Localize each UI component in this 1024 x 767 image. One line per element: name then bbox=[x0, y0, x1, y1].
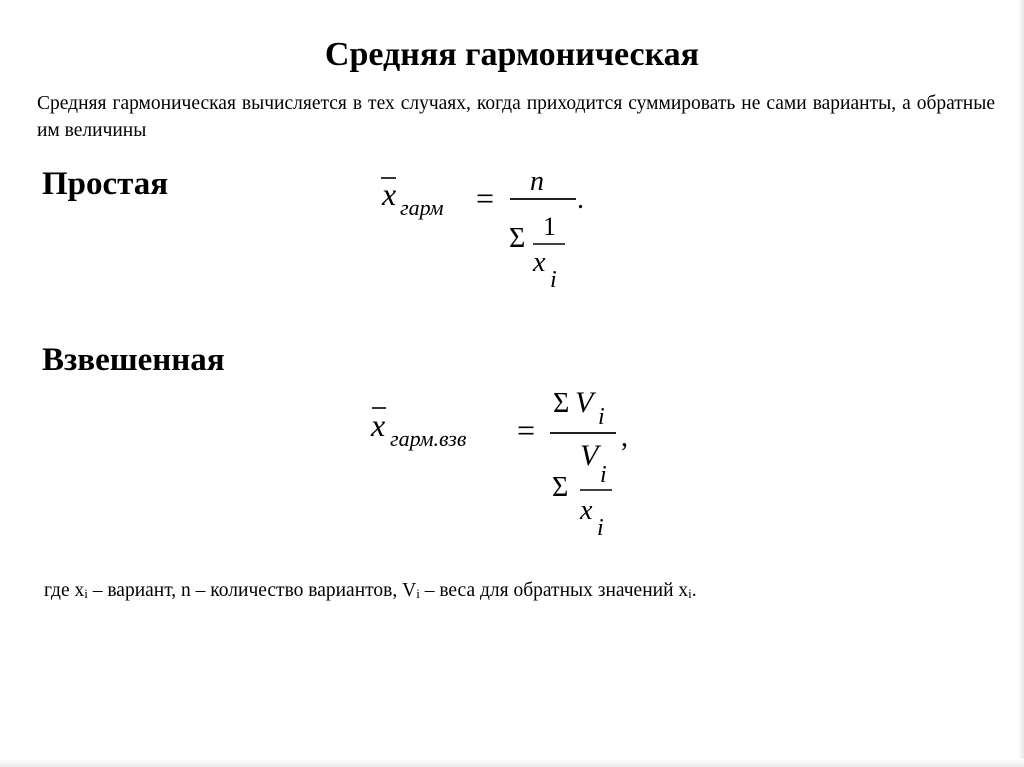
heading-weighted: Взвешенная bbox=[42, 342, 225, 378]
inner-denominator-x: x bbox=[580, 495, 593, 526]
intro-text: Средняя гармоническая вычисляется в тех случаях, когда приходится суммировать не сами варианты, а обратные им величины bbox=[37, 93, 995, 141]
legend-note bbox=[44, 580, 697, 602]
numerator-sigma: Σ bbox=[553, 388, 570, 419]
note-part-4: . bbox=[691, 580, 697, 601]
formula-comma: , bbox=[621, 422, 628, 453]
formula-period: . bbox=[577, 184, 584, 215]
note-sub-3: i bbox=[688, 586, 692, 601]
note-sub-1: i bbox=[84, 586, 88, 601]
sigma-symbol: Σ bbox=[509, 223, 526, 254]
inner-numerator-sub: i bbox=[600, 462, 607, 488]
note-part-2: – вариант, n – количество вариантов, V bbox=[87, 580, 417, 601]
note-part-1: где x bbox=[44, 580, 85, 601]
numerator-sub: i bbox=[598, 404, 605, 430]
note-part-3: – веса для обратных значений x bbox=[419, 580, 689, 601]
heading-simple: Простая bbox=[42, 166, 169, 202]
lhs-x: x bbox=[382, 176, 397, 212]
inner-denominator-sub: i bbox=[597, 515, 604, 541]
inner-numerator-1: 1 bbox=[543, 212, 556, 241]
equals-sign: = bbox=[517, 412, 536, 448]
inner-denominator-sub: i bbox=[550, 267, 557, 293]
slide-title: Средняя гармоническая bbox=[324, 36, 700, 73]
inner-numerator-v: V bbox=[580, 439, 599, 472]
note-sub-2: i bbox=[416, 586, 420, 601]
equals-sign: = bbox=[476, 180, 495, 216]
denominator-sigma: Σ bbox=[552, 472, 569, 503]
numerator-v: V bbox=[575, 386, 594, 419]
numerator-n: n bbox=[530, 166, 544, 197]
lhs-subscript: гарм bbox=[400, 195, 444, 220]
lhs-subscript: гарм.взв bbox=[390, 426, 467, 451]
inner-denominator-x: x bbox=[533, 247, 546, 278]
lhs-x: x bbox=[371, 407, 386, 443]
